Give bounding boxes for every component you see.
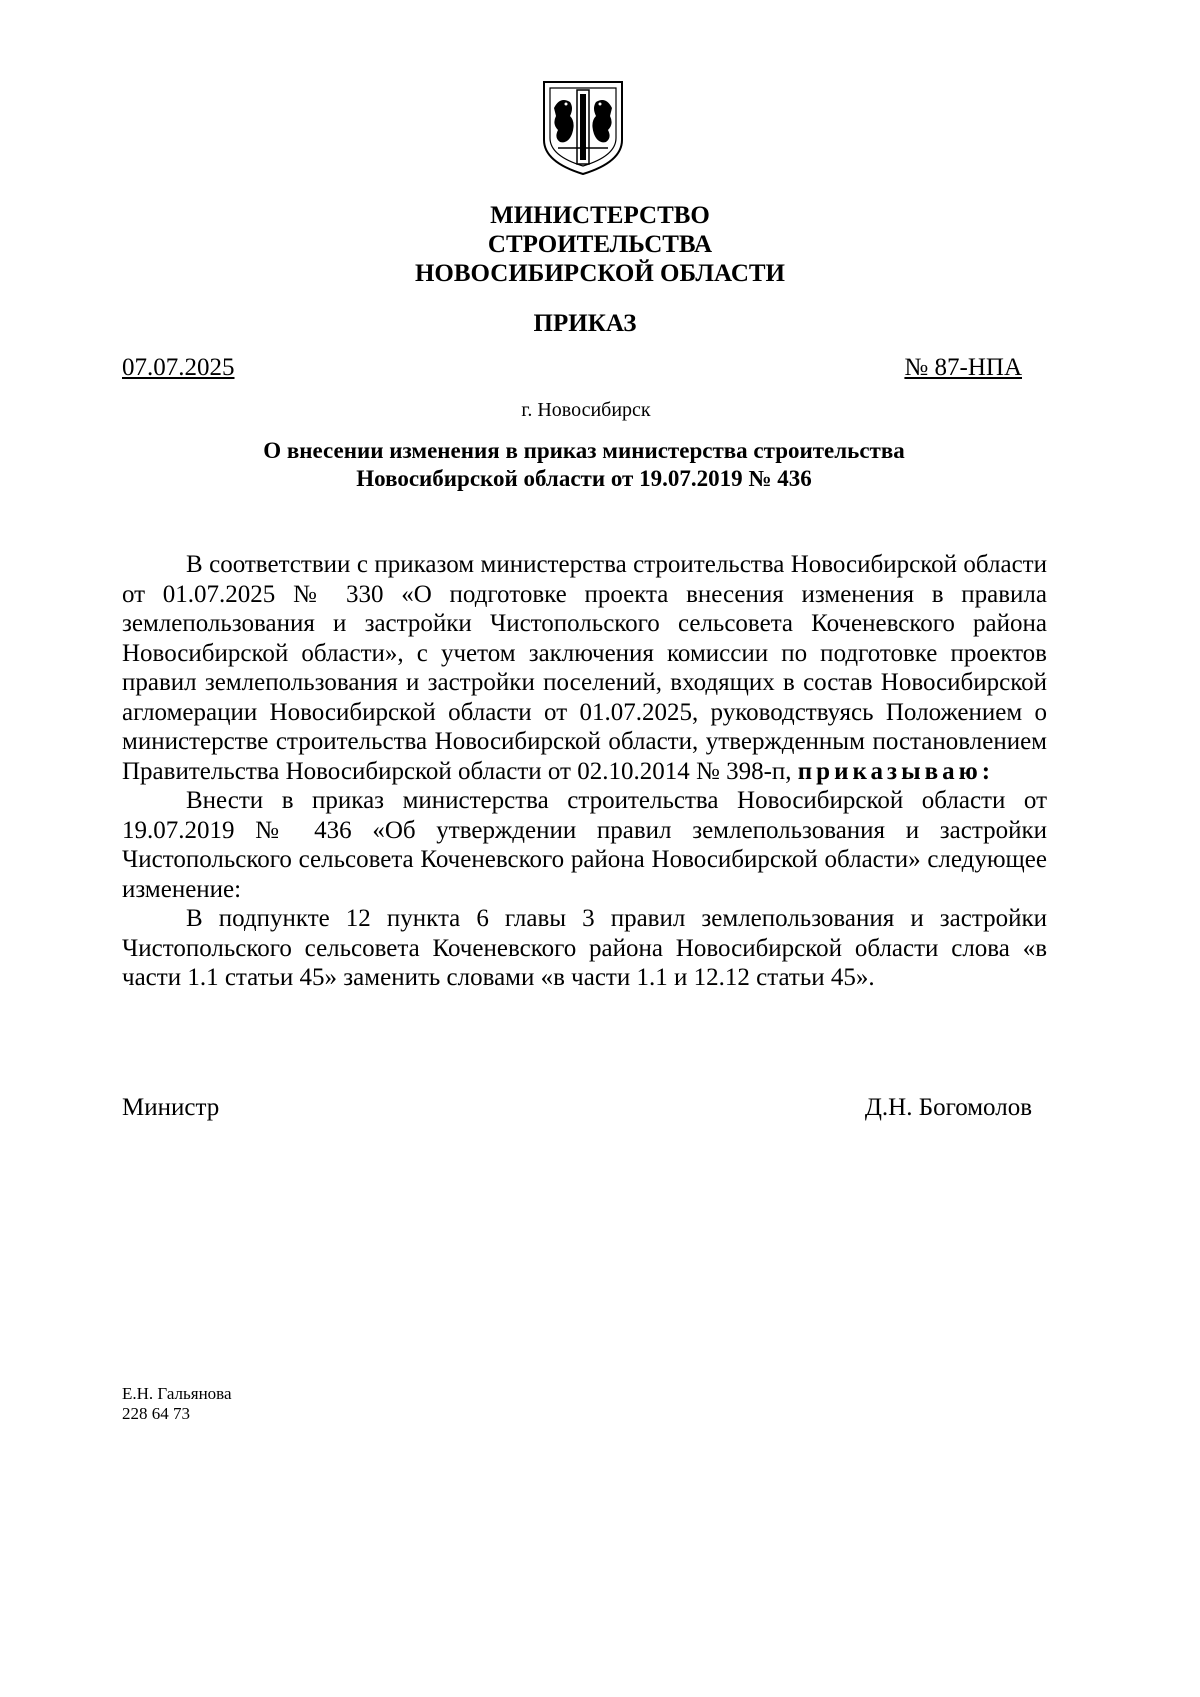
document-body (122, 550, 1047, 993)
body-paragraph-1 (122, 550, 1047, 786)
subject-line-2: Новосибирской области от 19.07.2019 № 436 (356, 466, 812, 491)
executor-info (122, 1384, 232, 1424)
document-city: г. Новосибирск (521, 399, 651, 421)
body-paragraph-2: Внести в приказ министерства строительства Новосибирской области от 19.07.2019 № 436 «Об утверждении правил землепользования и застройки Чистопольского сельсовета Коченевского района Новосибирской области» следующее изменение: (122, 787, 1047, 903)
body-paragraph-1-text: В соответствии с приказом министерства строительства Новосибирской области от 01.07.2025 № 330 «О подготовке проекта внесения изменения в правила землепользования и застройки Чистопольского сельсовета Коченевского района Новосибирской области», с учетом заключения комиссии по подготовке проектов правил землепользования и застройки поселений, входящих в состав Новосибирской агломерации Новосибирской области от 01.07.2025, руководствуясь Положением о министерстве строительства Новосибирской области, утвержденным постановлением Правительства Новосибирской области от 02.10.2014 № 398-п, (122, 551, 1047, 785)
document-subject (150, 437, 1018, 493)
ministry-line-3: НОВОСИБИРСКОЙ ОБЛАСТИ (414, 260, 786, 287)
coat-of-arms-icon (540, 78, 626, 178)
document-date: 07.07.2025 (122, 354, 235, 381)
subject-line-1: О внесении изменения в приказ министерства строительства (263, 438, 905, 463)
executor-name: Е.Н. Гальянова (122, 1384, 232, 1403)
ministry-line-2: СТРОИТЕЛЬСТВА (487, 231, 713, 258)
body-paragraph-3: В подпункте 12 пункта 6 главы 3 правил землепользования и застройки Чистопольского сельсовета Коченевского района Новосибирской области слова «в части 1.1 статьи 45» заменить словами «в части 1.1 и 12.12 статьи 45». (122, 905, 1047, 991)
signatory-name: Д.Н. Богомолов (864, 1094, 1032, 1121)
document-number: № 87-НПА (904, 354, 1022, 381)
ministry-name (0, 201, 1200, 288)
executor-phone: 228 64 73 (122, 1404, 190, 1423)
document-type: ПРИКАЗ (533, 310, 637, 337)
signatory-position: Министр (122, 1094, 220, 1121)
ministry-line-1: МИНИСТЕРСТВО (490, 202, 710, 229)
order-directive: приказываю: (797, 757, 995, 785)
